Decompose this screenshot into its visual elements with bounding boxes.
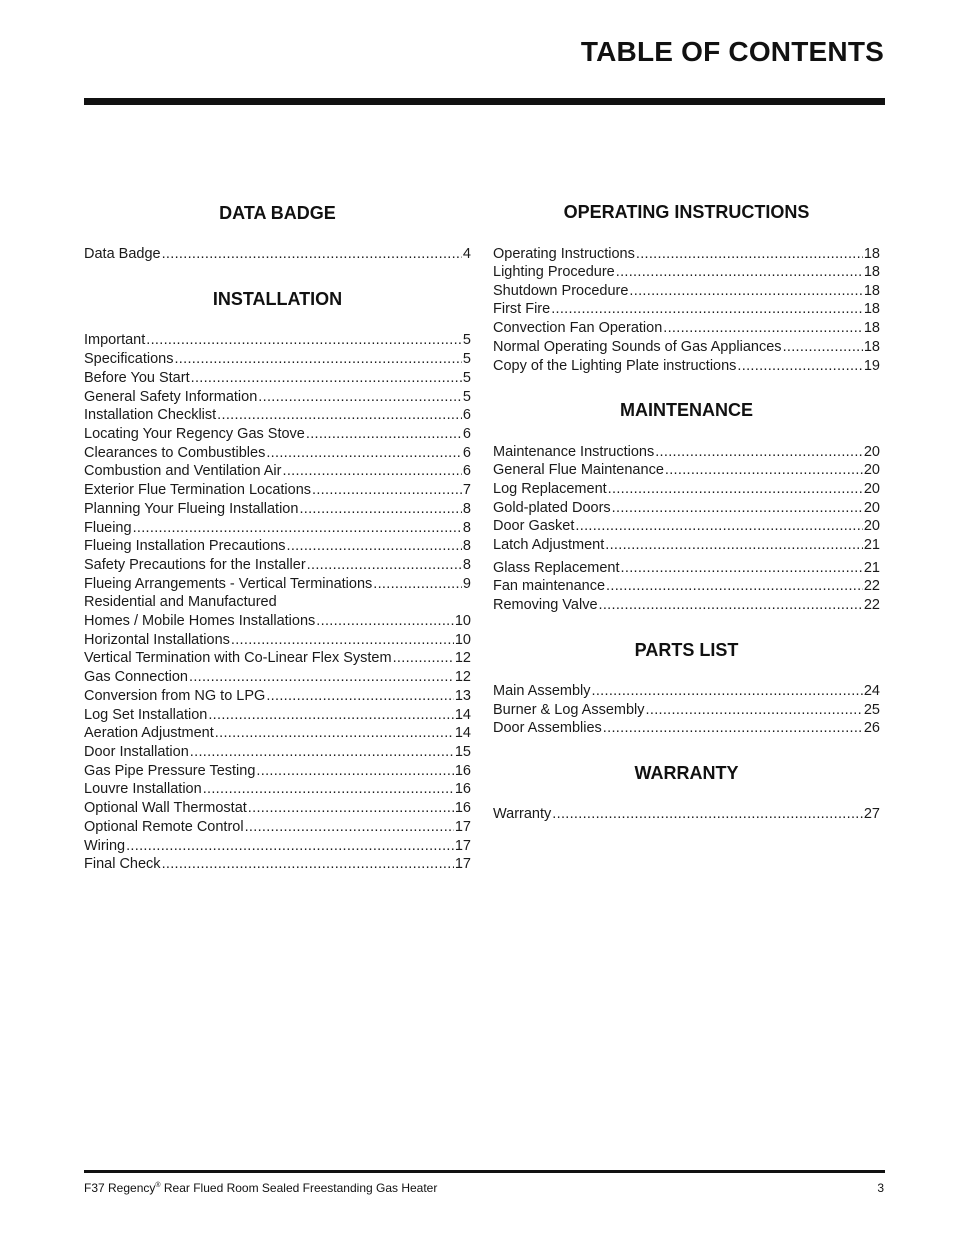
- leader-dots: [783, 338, 863, 357]
- toc-entry[interactable]: Glass Replacement ..... 21: [493, 559, 880, 578]
- toc-entry[interactable]: Flueing ..... 8: [84, 519, 471, 538]
- toc-entry[interactable]: Vertical Termination with Co-Linear Flex System ..... 12: [84, 649, 471, 668]
- leader-dots: [552, 805, 863, 824]
- toc-entry[interactable]: Lighting Procedure ..... 18: [493, 263, 880, 282]
- footer-rule: [84, 1170, 885, 1173]
- leader-dots: [616, 263, 863, 282]
- toc-entry[interactable]: Wiring ..... 17: [84, 837, 471, 856]
- leader-dots: [316, 612, 454, 631]
- toc-entry[interactable]: Locating Your Regency Gas Stove ..... 6: [84, 425, 471, 444]
- toc-entry[interactable]: Burner & Log Assembly ..... 25: [493, 701, 880, 720]
- leader-dots: [312, 481, 462, 500]
- toc-entry[interactable]: Fan maintenance ..... 22: [493, 577, 880, 596]
- leader-dots: [217, 406, 462, 425]
- toc-entry[interactable]: Flueing Arrangements - Vertical Terminations ..... 9: [84, 575, 471, 594]
- toc-entry[interactable]: Optional Wall Thermostat ..... 16: [84, 799, 471, 818]
- leader-dots: [191, 369, 462, 388]
- toc-entry[interactable]: Aeration Adjustment ..... 14: [84, 724, 471, 743]
- section-heading-installation: INSTALLATION: [212, 289, 343, 309]
- toc-entry[interactable]: Specifications ..... 5: [84, 350, 471, 369]
- toc-entry[interactable]: Convection Fan Operation ..... 18: [493, 319, 880, 338]
- leader-dots: [258, 388, 462, 407]
- section-heading-maintenance: MAINTENANCE: [620, 400, 753, 420]
- leader-dots: [189, 668, 454, 687]
- leader-dots: [665, 461, 863, 480]
- leader-dots: [307, 556, 462, 575]
- toc-entry[interactable]: Door Installation ..... 15: [84, 743, 471, 762]
- section-heading-parts-list: PARTS LIST: [634, 640, 739, 660]
- leader-dots: [245, 818, 454, 837]
- toc-entry[interactable]: Horizontal Installations ..... 10: [84, 631, 471, 650]
- toc-entry[interactable]: Final Check ..... 17: [84, 855, 471, 874]
- leader-dots: [551, 300, 863, 319]
- leader-dots: [256, 762, 453, 781]
- toc-entry[interactable]: Door Assemblies ..... 26: [493, 719, 880, 738]
- toc-entry[interactable]: Gas Pipe Pressure Testing ..... 16: [84, 762, 471, 781]
- toc-entry[interactable]: Warranty ..... 27: [493, 805, 880, 824]
- registered-mark: ®: [155, 1182, 161, 1189]
- leader-dots: [608, 480, 863, 499]
- toc-entry[interactable]: Maintenance Instructions ..... 20: [493, 443, 880, 462]
- leader-dots: [133, 519, 462, 538]
- leader-dots: [575, 517, 862, 536]
- leader-dots: [646, 701, 863, 720]
- toc-entry[interactable]: Planning Your Flueing Installation ..... 8: [84, 500, 471, 519]
- leader-dots: [174, 350, 461, 369]
- leader-dots: [215, 724, 454, 743]
- leader-dots: [621, 559, 863, 578]
- leader-dots: [393, 649, 454, 668]
- toc-entry[interactable]: Louvre Installation ..... 16: [84, 780, 471, 799]
- leader-dots: [605, 536, 863, 555]
- leader-dots: [146, 331, 462, 350]
- leader-dots: [629, 282, 862, 301]
- toc-entry[interactable]: Log Replacement ..... 20: [493, 480, 880, 499]
- leader-dots: [306, 425, 462, 444]
- footer-product-name: F37 Regency® Rear Flued Room Sealed Freestanding Gas Heater: [84, 1181, 438, 1195]
- toc-entry-continued[interactable]: Residential and Manufactured: [84, 594, 277, 610]
- leader-dots: [592, 682, 863, 701]
- leader-dots: [636, 245, 863, 264]
- leader-dots: [603, 719, 863, 738]
- toc-entry[interactable]: Shutdown Procedure ..... 18: [493, 282, 880, 301]
- leader-dots: [266, 444, 462, 463]
- section-heading-operating-instructions: OPERATING INSTRUCTIONS: [563, 202, 810, 222]
- page-title: TABLE OF CONTENTS: [580, 36, 884, 67]
- leader-dots: [606, 577, 863, 596]
- leader-dots: [299, 500, 461, 519]
- toc-entry[interactable]: Log Set Installation ..... 14: [84, 706, 471, 725]
- leader-dots: [655, 443, 863, 462]
- leader-dots: [203, 780, 454, 799]
- leader-dots: [266, 687, 454, 706]
- toc-entry[interactable]: Before You Start ..... 5: [84, 369, 471, 388]
- leader-dots: [663, 319, 863, 338]
- leader-dots: [283, 462, 462, 481]
- page-number: 3: [877, 1181, 884, 1195]
- toc-entry[interactable]: Door Gasket ..... 20: [493, 517, 880, 536]
- leader-dots: [373, 575, 462, 594]
- toc-entry[interactable]: Important ..... 5: [84, 331, 471, 350]
- leader-dots: [126, 837, 454, 856]
- toc-entry[interactable]: General Safety Information ..... 5: [84, 388, 471, 407]
- leader-dots: [162, 245, 462, 264]
- toc-entry[interactable]: Data Badge ..... 4: [84, 245, 471, 264]
- toc-entry[interactable]: Combustion and Ventilation Air ..... 6: [84, 462, 471, 481]
- leader-dots: [599, 596, 863, 615]
- toc-entry[interactable]: Latch Adjustment ..... 21: [493, 536, 880, 555]
- toc-entry[interactable]: General Flue Maintenance ..... 20: [493, 461, 880, 480]
- toc-entry[interactable]: Main Assembly ..... 24: [493, 682, 880, 701]
- toc-entry[interactable]: Conversion from NG to LPG ..... 13: [84, 687, 471, 706]
- section-heading-data-badge: DATA BADGE: [219, 203, 336, 223]
- toc-entry[interactable]: Gas Connection ..... 12: [84, 668, 471, 687]
- toc-entry[interactable]: Removing Valve ..... 22: [493, 596, 880, 615]
- toc-entry[interactable]: Clearances to Combustibles ..... 6: [84, 444, 471, 463]
- toc-entry[interactable]: Gold-plated Doors ..... 20: [493, 499, 880, 518]
- header-rule: [84, 98, 885, 105]
- leader-dots: [737, 357, 862, 376]
- leader-dots: [208, 706, 454, 725]
- toc-entry[interactable]: Flueing Installation Precautions ..... 8: [84, 537, 471, 556]
- toc-entry[interactable]: Installation Checklist ..... 6: [84, 406, 471, 425]
- leader-dots: [287, 537, 462, 556]
- toc-entry[interactable]: Copy of the Lighting Plate instructions ..... 19: [493, 357, 880, 376]
- leader-dots: [190, 743, 454, 762]
- toc-entry[interactable]: Optional Remote Control ..... 17: [84, 818, 471, 837]
- toc-entry[interactable]: Operating Instructions ..... 18: [493, 245, 880, 264]
- leader-dots: [248, 799, 454, 818]
- toc-entry[interactable]: Normal Operating Sounds of Gas Appliances ..... 18: [493, 338, 880, 357]
- toc-entry[interactable]: First Fire ..... 18: [493, 300, 880, 319]
- leader-dots: [162, 855, 454, 874]
- toc-entry[interactable]: Exterior Flue Termination Locations ..... 7: [84, 481, 471, 500]
- leader-dots: [612, 499, 863, 518]
- leader-dots: [231, 631, 454, 650]
- toc-entry[interactable]: Homes / Mobile Homes Installations ..... 10: [84, 612, 471, 631]
- toc-entry[interactable]: Safety Precautions for the Installer ..... 8: [84, 556, 471, 575]
- section-heading-warranty: WARRANTY: [634, 763, 739, 783]
